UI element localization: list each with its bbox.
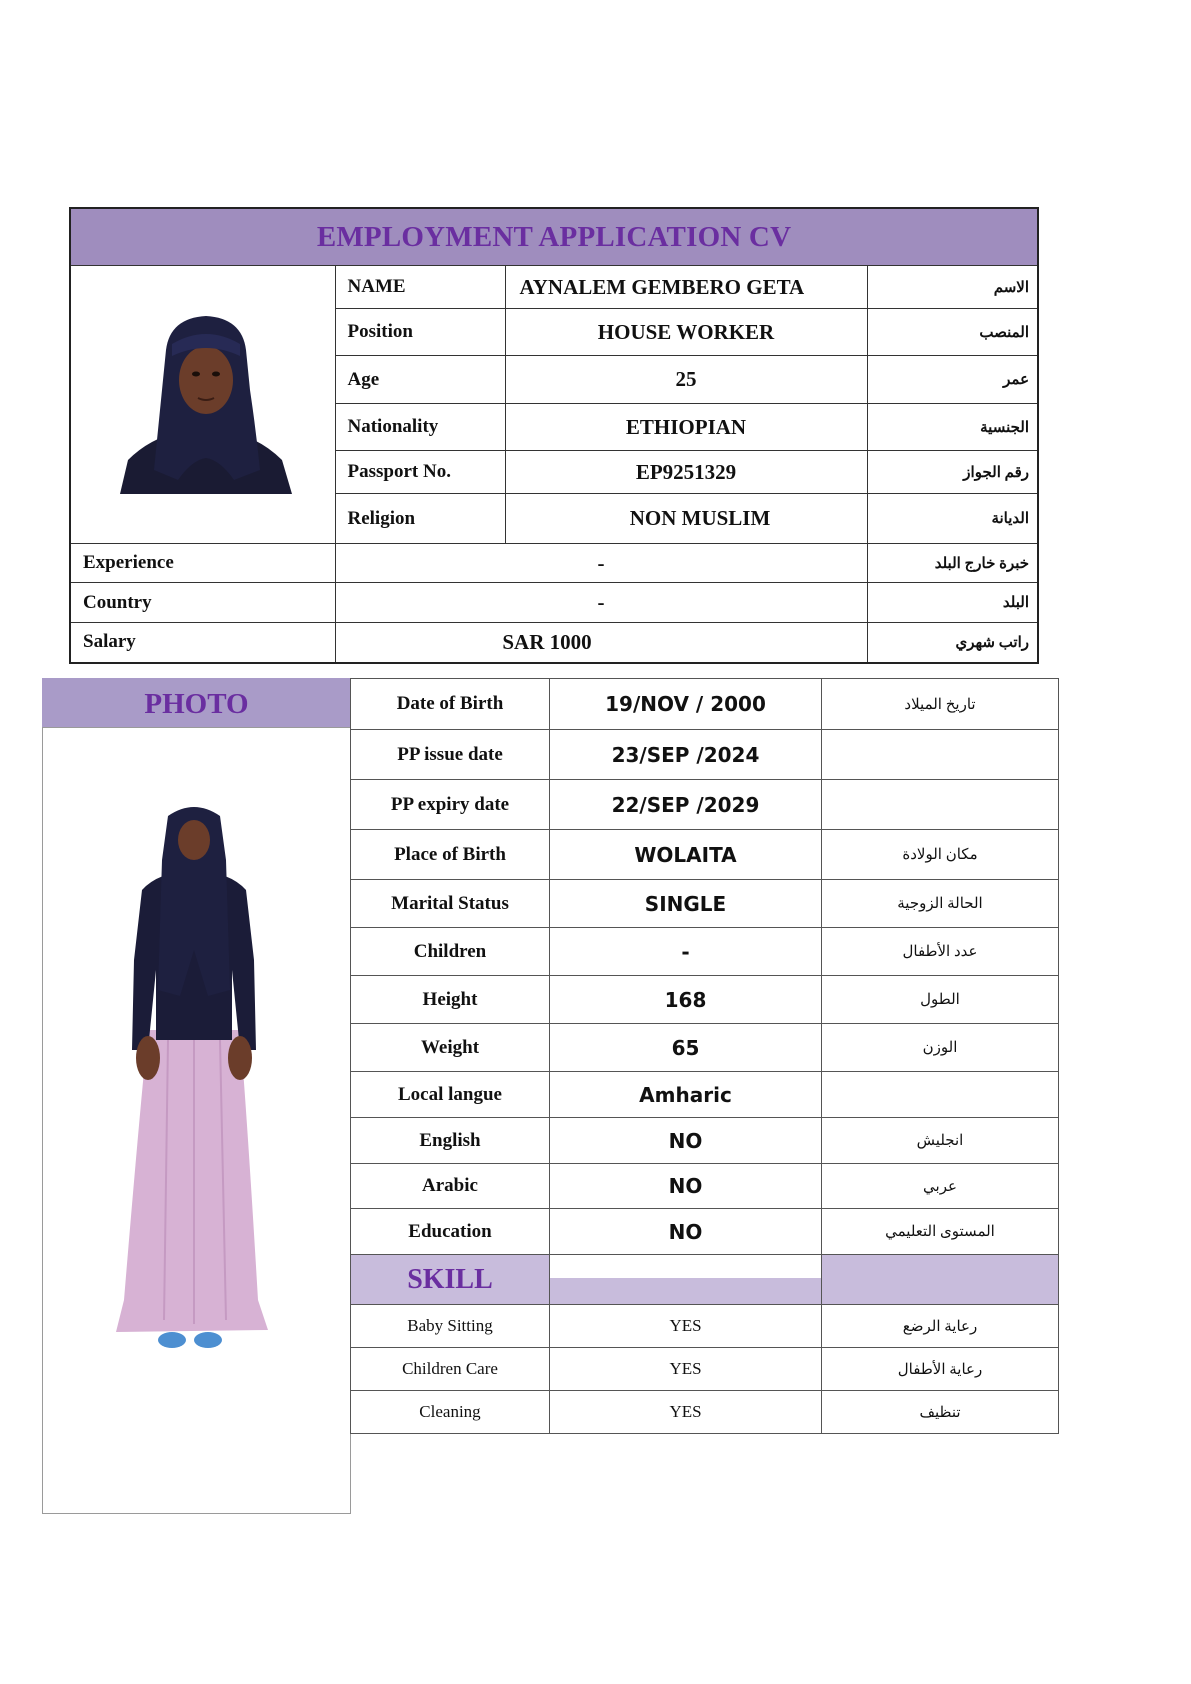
skill-row bbox=[351, 1391, 1059, 1434]
name-arabic: الاسم bbox=[867, 266, 1038, 309]
nationality-value: ETHIOPIAN bbox=[505, 404, 867, 451]
experience-value: - bbox=[335, 544, 867, 583]
skill-band bbox=[550, 1278, 821, 1304]
passport-value: EP9251329 bbox=[505, 451, 867, 494]
detail-arabic bbox=[822, 730, 1059, 780]
detail-value: WOLAITA bbox=[550, 830, 822, 880]
detail-row bbox=[351, 976, 1059, 1024]
detail-row bbox=[351, 730, 1059, 780]
religion-arabic: الديانة bbox=[867, 494, 1038, 544]
detail-arabic: المستوى التعليمي bbox=[822, 1209, 1059, 1255]
detail-arabic: مكان الولادة bbox=[822, 830, 1059, 880]
detail-arabic: عربي bbox=[822, 1164, 1059, 1209]
skill-arabic: رعاية الرضع bbox=[822, 1305, 1059, 1348]
country-label: Country bbox=[70, 583, 335, 623]
photo-heading: PHOTO bbox=[42, 678, 351, 728]
skill-value: YES bbox=[550, 1391, 822, 1434]
passport-label: Passport No. bbox=[335, 451, 505, 494]
detail-arabic: انجليش bbox=[822, 1118, 1059, 1164]
country-value: - bbox=[335, 583, 867, 623]
detail-row bbox=[351, 780, 1059, 830]
page-title: EMPLOYMENT APPLICATION CV bbox=[70, 208, 1038, 266]
salary-arabic: راتب شهري bbox=[867, 623, 1038, 663]
nationality-label: Nationality bbox=[335, 404, 505, 451]
detail-row bbox=[351, 880, 1059, 928]
detail-value: 168 bbox=[550, 976, 822, 1024]
detail-row bbox=[351, 1024, 1059, 1072]
name-label: NAME bbox=[335, 266, 505, 309]
detail-label: Children bbox=[351, 928, 550, 976]
details-table bbox=[350, 678, 1059, 1434]
skill-value: YES bbox=[550, 1348, 822, 1391]
detail-value: NO bbox=[550, 1164, 822, 1209]
detail-value: 23/SEP /2024 bbox=[550, 730, 822, 780]
detail-arabic: الحالة الزوجية bbox=[822, 880, 1059, 928]
detail-value: NO bbox=[550, 1209, 822, 1255]
skill-heading-middle bbox=[550, 1255, 822, 1305]
detail-row bbox=[351, 830, 1059, 880]
detail-arabic: الطول bbox=[822, 976, 1059, 1024]
position-label: Position bbox=[335, 309, 505, 356]
skill-value: YES bbox=[550, 1305, 822, 1348]
detail-value: SINGLE bbox=[550, 880, 822, 928]
detail-arabic bbox=[822, 1072, 1059, 1118]
full-body-photo bbox=[108, 800, 278, 1360]
skill-heading: SKILL bbox=[351, 1255, 550, 1305]
detail-value: Amharic bbox=[550, 1072, 822, 1118]
detail-label: Education bbox=[351, 1209, 550, 1255]
detail-value: - bbox=[550, 928, 822, 976]
detail-row bbox=[351, 1118, 1059, 1164]
detail-row bbox=[351, 1209, 1059, 1255]
detail-value: 65 bbox=[550, 1024, 822, 1072]
detail-row bbox=[351, 928, 1059, 976]
detail-label: Height bbox=[351, 976, 550, 1024]
skill-heading-right bbox=[822, 1255, 1059, 1305]
detail-label: Place of Birth bbox=[351, 830, 550, 880]
detail-label: Date of Birth bbox=[351, 679, 550, 730]
name-value: AYNALEM GEMBERO GETA bbox=[505, 266, 867, 309]
skill-arabic: رعاية الأطفال bbox=[822, 1348, 1059, 1391]
detail-arabic: الوزن bbox=[822, 1024, 1059, 1072]
detail-row bbox=[351, 679, 1059, 730]
detail-label: Local langue bbox=[351, 1072, 550, 1118]
skill-label: Baby Sitting bbox=[351, 1305, 550, 1348]
detail-value: NO bbox=[550, 1118, 822, 1164]
skill-label: Cleaning bbox=[351, 1391, 550, 1434]
detail-arabic: تاريخ الميلاد bbox=[822, 679, 1059, 730]
skill-label: Children Care bbox=[351, 1348, 550, 1391]
age-label: Age bbox=[335, 356, 505, 404]
detail-label: PP expiry date bbox=[351, 780, 550, 830]
detail-label: Weight bbox=[351, 1024, 550, 1072]
skill-arabic: تنظيف bbox=[822, 1391, 1059, 1434]
passport-arabic: رقم الجواز bbox=[867, 451, 1038, 494]
detail-label: English bbox=[351, 1118, 550, 1164]
detail-arabic bbox=[822, 780, 1059, 830]
age-value: 25 bbox=[505, 356, 867, 404]
skill-row bbox=[351, 1305, 1059, 1348]
detail-value: 22/SEP /2029 bbox=[550, 780, 822, 830]
experience-arabic: خبرة خارج البلد bbox=[867, 544, 1038, 583]
nationality-arabic: الجنسية bbox=[867, 404, 1038, 451]
religion-label: Religion bbox=[335, 494, 505, 544]
detail-row bbox=[351, 1164, 1059, 1209]
experience-label: Experience bbox=[70, 544, 335, 583]
detail-label: PP issue date bbox=[351, 730, 550, 780]
detail-value: 19/NOV / 2000 bbox=[550, 679, 822, 730]
salary-value: SAR 1000 bbox=[335, 623, 867, 663]
salary-label: Salary bbox=[70, 623, 335, 663]
detail-label: Arabic bbox=[351, 1164, 550, 1209]
portrait-photo bbox=[110, 310, 300, 494]
religion-value: NON MUSLIM bbox=[505, 494, 867, 544]
detail-arabic: عدد الأطفال bbox=[822, 928, 1059, 976]
position-value: HOUSE WORKER bbox=[505, 309, 867, 356]
detail-label: Marital Status bbox=[351, 880, 550, 928]
skill-row bbox=[351, 1348, 1059, 1391]
detail-row bbox=[351, 1072, 1059, 1118]
country-arabic: البلد bbox=[867, 583, 1038, 623]
age-arabic: عمر bbox=[867, 356, 1038, 404]
skill-heading-row bbox=[351, 1255, 1059, 1305]
position-arabic: المنصب bbox=[867, 309, 1038, 356]
